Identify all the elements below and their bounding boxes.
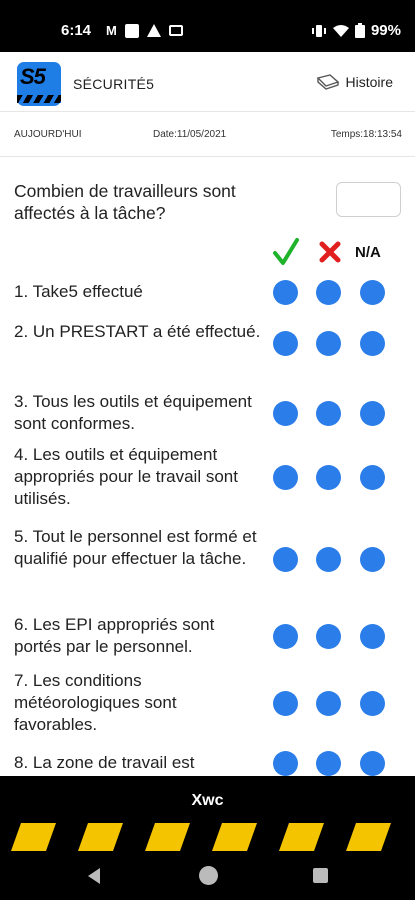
home-icon[interactable] bbox=[199, 866, 218, 885]
logo-stripes bbox=[17, 95, 61, 103]
battery-percent: 99% bbox=[370, 22, 401, 39]
info-bar bbox=[0, 113, 415, 157]
today-label: AUJOURD'HUI bbox=[14, 129, 82, 140]
recents-icon[interactable] bbox=[313, 868, 328, 883]
time-label: Temps:18:13:54 bbox=[330, 129, 402, 140]
question-text: 2. Un PRESTART a été effectué. bbox=[14, 322, 261, 341]
hazard-stripe bbox=[0, 823, 415, 851]
radio-na[interactable] bbox=[360, 751, 385, 776]
radio-no[interactable] bbox=[316, 465, 341, 490]
radio-no[interactable] bbox=[316, 547, 341, 572]
radio-na[interactable] bbox=[360, 624, 385, 649]
user-name: Xwc bbox=[191, 792, 224, 809]
status-bar bbox=[0, 0, 415, 52]
radio-yes[interactable] bbox=[273, 331, 298, 356]
radio-yes[interactable] bbox=[273, 691, 298, 716]
radio-na[interactable] bbox=[360, 280, 385, 305]
radio-yes[interactable] bbox=[273, 401, 298, 426]
workers-question: Combien de travailleurs sont affectés à la tâche? bbox=[14, 181, 236, 223]
radio-na[interactable] bbox=[360, 691, 385, 716]
na-column-header: N/A bbox=[355, 244, 381, 261]
radio-yes[interactable] bbox=[273, 624, 298, 649]
app-bar bbox=[0, 52, 415, 112]
workers-count-input[interactable] bbox=[336, 182, 401, 217]
notification-icons bbox=[106, 23, 183, 38]
date-label: Date:11/05/2021 bbox=[153, 129, 227, 140]
radio-yes[interactable] bbox=[273, 465, 298, 490]
logo-text: S5 bbox=[20, 64, 45, 89]
radio-no[interactable] bbox=[316, 280, 341, 305]
wifi-icon bbox=[333, 24, 349, 38]
footer bbox=[0, 776, 415, 900]
history-label: Histoire bbox=[345, 74, 393, 90]
radio-na[interactable] bbox=[360, 465, 385, 490]
system-icons bbox=[311, 22, 401, 39]
nav-bar bbox=[0, 862, 415, 892]
question-text: 7. Les conditions météorologiques sont favorables. bbox=[14, 671, 177, 734]
check-icon bbox=[273, 238, 299, 266]
radio-yes[interactable] bbox=[273, 280, 298, 305]
question-text: 5. Tout le personnel est formé et qualifié pour effectuer la tâche. bbox=[14, 527, 257, 568]
question-text: 8. La zone de travail est bbox=[14, 753, 195, 772]
checklist-content[interactable] bbox=[0, 158, 415, 772]
back-icon[interactable] bbox=[88, 868, 100, 884]
radio-yes[interactable] bbox=[273, 751, 298, 776]
card-icon bbox=[169, 25, 183, 36]
radio-no[interactable] bbox=[316, 401, 341, 426]
history-icon bbox=[316, 74, 340, 90]
question-text: 1. Take5 effectué bbox=[14, 282, 143, 301]
vibrate-icon bbox=[311, 24, 327, 38]
battery-icon bbox=[355, 23, 365, 38]
radio-no[interactable] bbox=[316, 331, 341, 356]
question-text: 4. Les outils et équipement appropriés pour le travail sont utilisés. bbox=[14, 445, 238, 508]
radio-na[interactable] bbox=[360, 331, 385, 356]
app-logo bbox=[17, 62, 61, 106]
square-notification-icon bbox=[125, 24, 139, 38]
history-button[interactable] bbox=[316, 74, 393, 90]
radio-na[interactable] bbox=[360, 547, 385, 572]
radio-na[interactable] bbox=[360, 401, 385, 426]
status-time: 6:14 bbox=[61, 22, 92, 39]
gmail-icon: M bbox=[106, 23, 117, 38]
app-title: SÉCURITÉ5 bbox=[73, 76, 155, 92]
question-text: 6. Les EPI appropriés sont portés par le personnel. bbox=[14, 615, 215, 656]
radio-no[interactable] bbox=[316, 751, 341, 776]
warning-icon bbox=[147, 24, 161, 37]
cross-icon bbox=[318, 240, 342, 264]
radio-no[interactable] bbox=[316, 624, 341, 649]
question-text: 3. Tous les outils et équipement sont conformes. bbox=[14, 392, 252, 433]
radio-yes[interactable] bbox=[273, 547, 298, 572]
radio-no[interactable] bbox=[316, 691, 341, 716]
